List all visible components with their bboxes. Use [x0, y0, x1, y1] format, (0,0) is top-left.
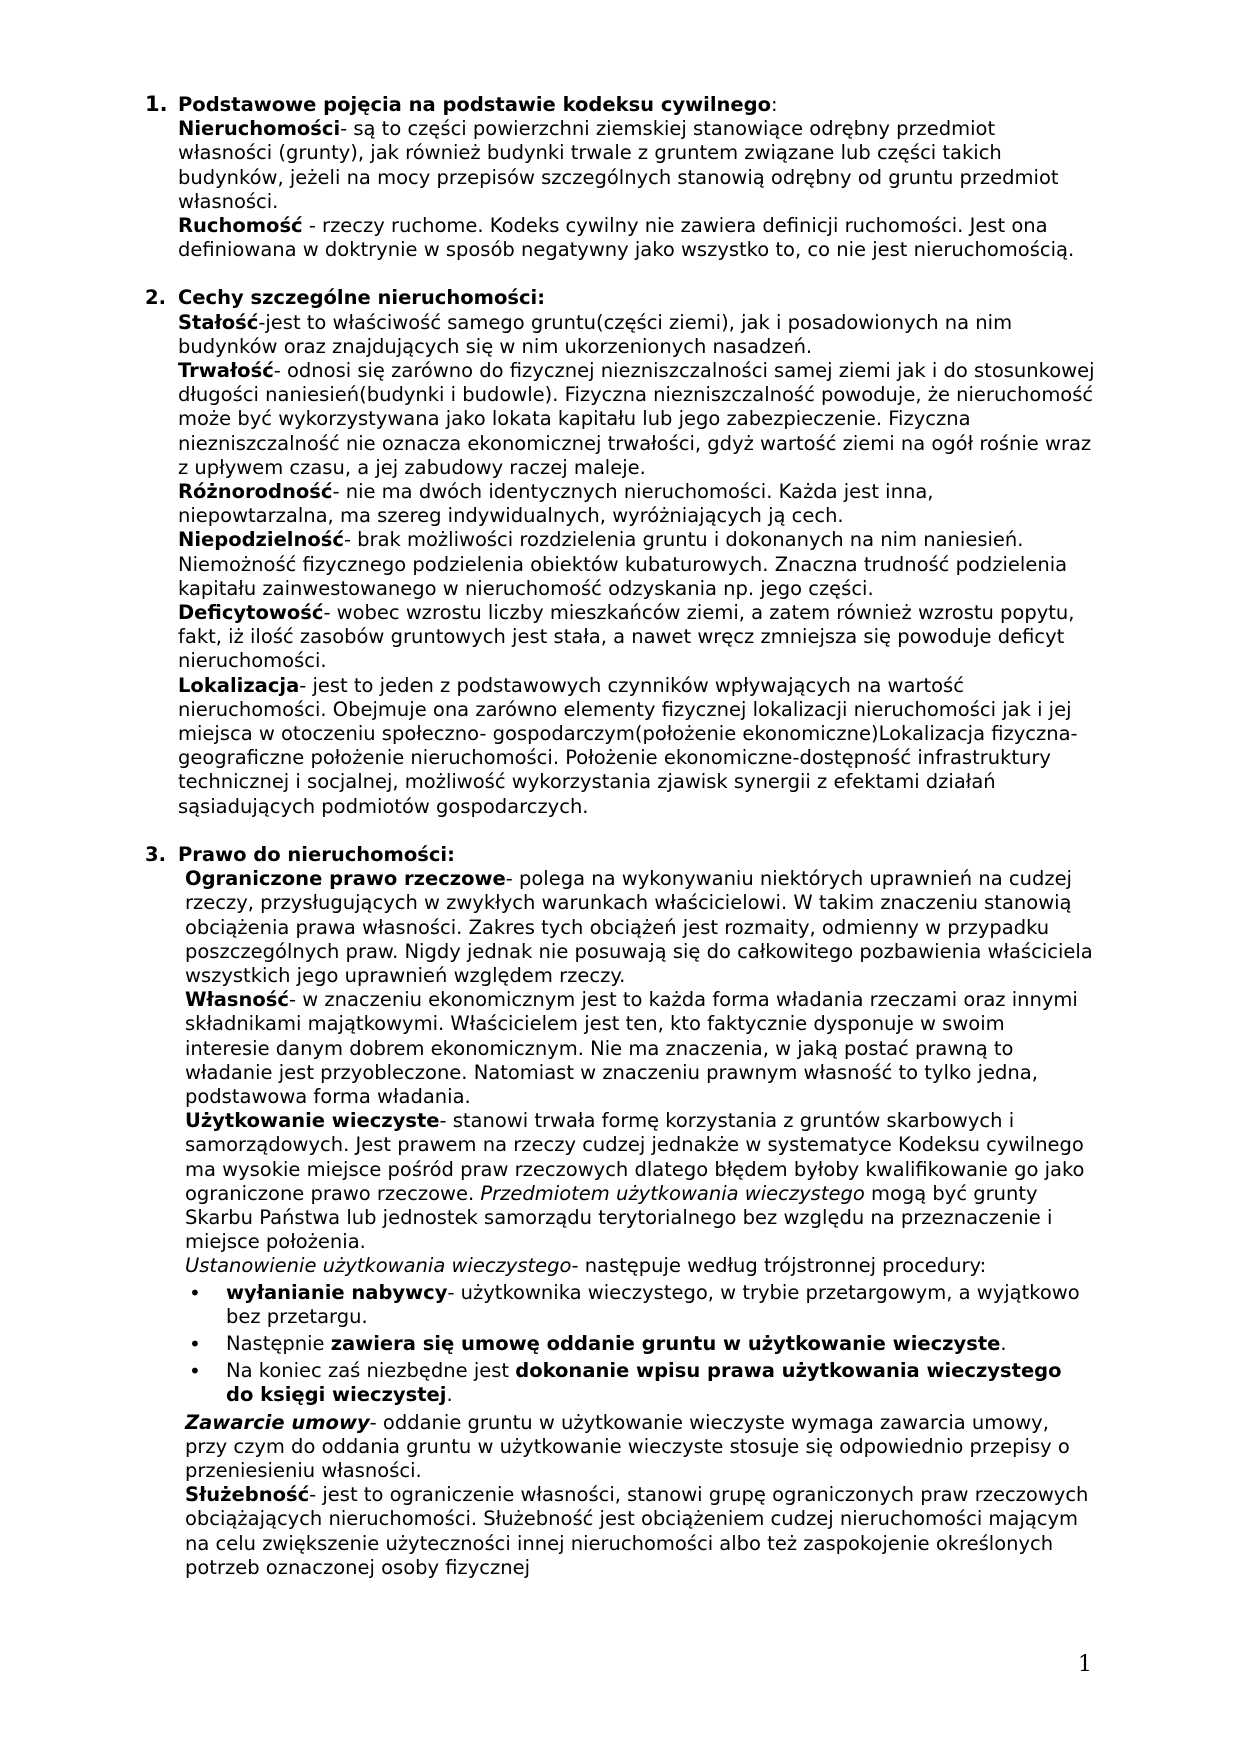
section-title: Prawo do nieruchomości:: [178, 842, 455, 866]
section-3: [145, 843, 1095, 1580]
paragraph: [145, 601, 1095, 674]
term: Nieruchomości: [178, 117, 341, 141]
definition: - oddanie gruntu w użytkowanie wieczyste wymaga zawarcia umowy, przy czym do oddania gruntu w użytkowanie wieczyste stosuje się odpowiednio przepisy o przeniesieniu własności.: [185, 1410, 1070, 1482]
definition: - jest to jeden z podstawowych czynników wpływających na wartość nieruchomości. Obejmuje ona zarówno elementy fizycznej lokalizacji nieruchomości jak i jej miejsca w otoczeniu społeczno- gospodarczym(położenie ekonomiczne)Lokalizacja fizyczna- geograficzne położenie nieruchomości. Położenie ekonomiczne-dostępność infrastruktury technicznej i socjalnej, możliwość wykorzystania zjawisk synergii z efektami działań sąsiadujących podmiotów gospodarczych.: [178, 673, 1078, 818]
term: Trwałość: [178, 359, 274, 383]
bullet-icon: •: [189, 1359, 201, 1384]
definition: -jest to właściwość samego gruntu(części ziemi), jak i posadowionych na nim budynków oraz znajdujących się w nim ukorzenionych nasadzeń.: [178, 310, 1013, 358]
document-content: [145, 92, 1095, 1604]
paragraph: [145, 1483, 1095, 1580]
definition-continued: mogą być grunty Skarbu Państwa lub jednostek samorządu terytorialnego bez względu na przeznaczenie i miejsce położenia.: [185, 1181, 1053, 1254]
list-item-text: .: [1000, 1331, 1007, 1355]
definition: - rzeczy ruchome. Kodeks cywilny nie zawiera definicji ruchomości. Jest ona definiowana w doktrynie w sposób negatywny jako wszystko to, co nie jest nieruchomością.: [178, 214, 1075, 262]
definition: - jest to ograniczenie własności, stanowi grupę ograniczonych praw rzeczowych obciążających nieruchomości. Służebność jest obciążeniem cudzej nieruchomości mającym na celu zwiększenie użyteczności innej nieruchomości albo też zaspokojenie określonych potrzeb oznaczonej osoby fizycznej: [185, 1483, 1089, 1579]
section-heading: [145, 843, 1095, 867]
section-number: 1.: [145, 92, 168, 116]
paragraph: [145, 867, 1095, 988]
definition: - wobec wzrostu liczby mieszkańców ziemi, a zatem również wzrostu popytu, fakt, iż ilość zasobów gruntowych jest stała, a nawet wręcz zmniejsza się powoduje deficyt nieruchomości.: [178, 601, 1075, 673]
procedure-list: [145, 1281, 1095, 1408]
paragraph: [145, 359, 1095, 480]
paragraph: [145, 117, 1095, 214]
paragraph: [145, 214, 1095, 262]
term: Użytkowanie wieczyste: [185, 1109, 440, 1133]
list-item-text: Na koniec zaś niezbędne jest: [226, 1359, 516, 1383]
italic-term: Ustanowienie użytkowania wieczystego: [185, 1254, 572, 1278]
term: Zawarcie umowy: [185, 1410, 370, 1434]
list-item-emphasis: wyłanianie nabywcy: [226, 1280, 448, 1304]
section-1: [145, 92, 1095, 262]
term: Ruchomość: [178, 214, 303, 238]
definition: - odnosi się zarówno do fizycznej niezniszczalności samej ziemi jak i do stosunkowej długości naniesień(budynki i budowle). Fizyczna niezniszczalność powoduje, że nieruchomość może być wykorzystywana jako lokata kapitału lub jego zabezpieczenie. Fizyczna niezniszczalność nie oznacza ekonomicznej trwałości, gdyż wartość ziemi na ogół rośnie wraz z upływem czasu, a jej zabudowy raczej maleje.: [178, 359, 1095, 479]
term: Niepodzielność: [178, 528, 344, 552]
list-item: [145, 1332, 1095, 1356]
paragraph: [145, 1411, 1095, 1484]
paragraph: [145, 674, 1095, 819]
paragraph: [145, 528, 1095, 601]
section-title: Cechy szczególne nieruchomości:: [178, 286, 545, 310]
definition: - polega na wykonywaniu niektórych uprawnień na cudzej rzeczy, przysługujących w zwykłych warunkach właścicielowi. W takim znaczeniu stanowią obciążenia prawa własności. Zakres tych obciążeń jest rozmaity, odmienny w przypadku poszczególnych praw. Nigdy jednak nie posuwają się do całkowitego pozbawienia właściciela wszystkich jego uprawnień względem rzeczy.: [185, 867, 1093, 987]
section-heading: [145, 286, 1095, 310]
definition: - są to części powierzchni ziemskiej stanowiące odrębny przedmiot własności (grunty), jak również budynki trwale z gruntem związane lub części takich budynków, jeżeli na mocy przepisów szczególnych stanowią odrębny od gruntu przedmiot własności.: [178, 117, 1059, 213]
definition: - następuje według trójstronnej procedury:: [571, 1254, 987, 1278]
paragraph: [145, 1254, 1095, 1278]
section-heading: [145, 92, 1095, 117]
definition: - brak możliwości rozdzielenia gruntu i dokonanych na nim naniesień. Niemożność fizycznego podzielenia obiektów kubaturowych. Znaczna trudność podzielenia kapitału zainwestowanego w nieruchomość odzyskania np. jego części.: [178, 528, 1068, 600]
italic-term: Przedmiotem użytkowania wieczystego: [480, 1181, 865, 1205]
section-number: 2.: [145, 286, 166, 310]
paragraph: [145, 311, 1095, 359]
paragraph: [145, 480, 1095, 528]
list-item-text: Następnie: [226, 1331, 331, 1355]
term: Stałość: [178, 310, 259, 334]
section-title: Podstawowe pojęcia na podstawie kodeksu cywilnego: [178, 93, 771, 116]
bullet-icon: •: [189, 1280, 201, 1305]
term: Lokalizacja: [178, 673, 300, 697]
list-item: [145, 1281, 1095, 1329]
term: Ograniczone prawo rzeczowe: [185, 867, 506, 891]
bullet-icon: •: [189, 1331, 201, 1356]
list-item-emphasis: dokonanie wpisu prawa użytkowania wieczystego do księgi wieczystej: [226, 1359, 1062, 1407]
paragraph: [145, 988, 1095, 1109]
section-2: [145, 286, 1095, 818]
term: Deficytowość: [178, 601, 324, 625]
page-number: 1: [1078, 1652, 1092, 1677]
list-item-emphasis: zawiera się umowę oddanie gruntu w użytkowanie wieczyste: [330, 1331, 1001, 1355]
section-number: 3.: [145, 842, 166, 866]
term: Różnorodność: [178, 480, 333, 504]
list-item-text: .: [446, 1383, 453, 1407]
list-item: [145, 1359, 1095, 1407]
term: Własność: [185, 988, 289, 1012]
definition: - nie ma dwóch identycznych nieruchomości. Każda jest inna, niepowtarzalna, ma szereg indywidualnych, wyróżniających ją cech.: [178, 480, 934, 528]
paragraph: [145, 1109, 1095, 1254]
list-item-text: - użytkownika wieczystego, w trybie przetargowym, a wyjątkowo bez przetargu.: [226, 1280, 1080, 1328]
term: Służebność: [185, 1483, 310, 1507]
definition: - w znaczeniu ekonomicznym jest to każda forma władania rzeczami oraz innymi składnikami majątkowymi. Właścicielem jest ten, kto faktycznie dysponuje w swoim interesie danym dobrem ekonomicznym. Nie ma znaczenia, w jaką postać prawną to władanie jest przyobleczone. Natomiast w znaczeniu prawnym własność to tylko jedna, podstawowa forma władania.: [185, 988, 1078, 1108]
definition: - stanowi trwała formę korzystania z gruntów skarbowych i samorządowych. Jest prawem na rzeczy cudzej jednakże w systematyce Kodeksu cywilnego ma wysokie miejsce pośród praw rzeczowych dlatego błędem byłoby kwalifikowanie go jako ograniczone prawo rzeczowe.: [185, 1109, 1085, 1205]
section-title-suffix: :: [770, 93, 778, 116]
